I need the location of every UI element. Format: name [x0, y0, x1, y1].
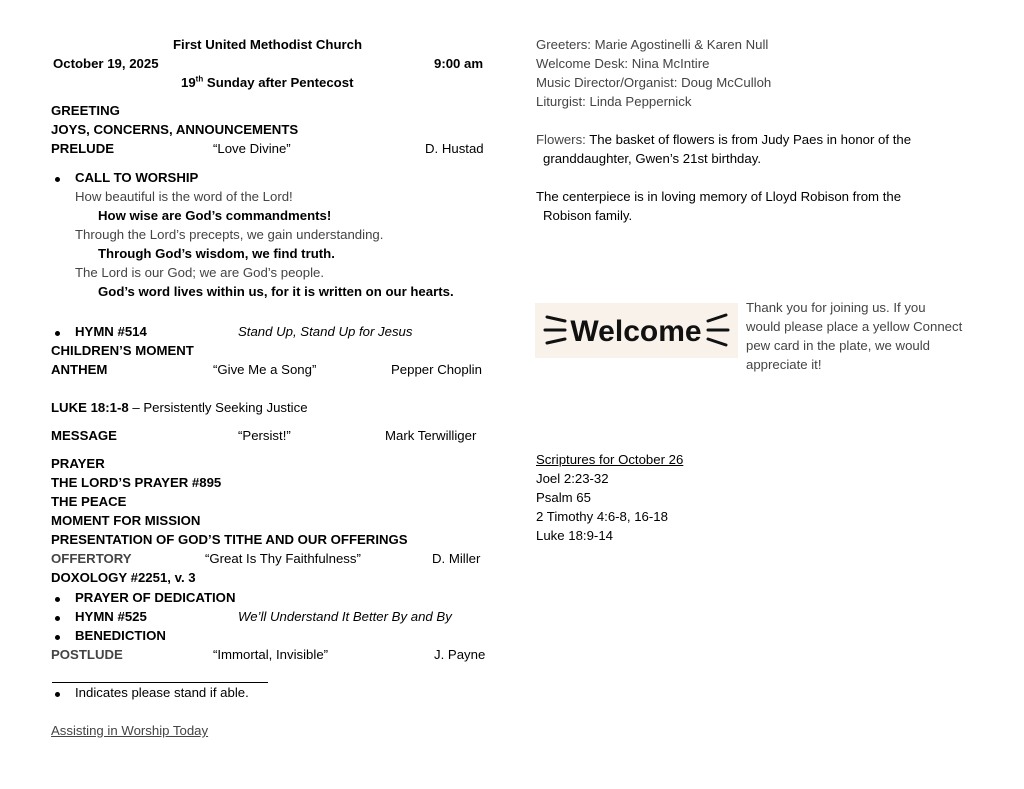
joys-concerns: JOYS, CONCERNS, ANNOUNCEMENTS [51, 122, 299, 137]
call-line-leader: The Lord is our God; we are God’s people. [75, 265, 324, 280]
flowers-note: Flowers: The basket of flowers is from Judy Paes in honor of the [536, 132, 912, 147]
liturgist: Liturgist: Linda Peppernick [536, 94, 692, 109]
service-time: 9:00 am [434, 56, 484, 71]
stand-note: Indicates please stand if able. [75, 685, 249, 700]
moment-for-mission: MOMENT FOR MISSION [51, 513, 201, 528]
anthem-label: ANTHEM [51, 362, 108, 377]
thanks-line: pew card in the plate, we would [746, 338, 931, 353]
flowers-note-cont: granddaughter, Gwen’s 21st birthday. [543, 151, 761, 166]
stand-bullet [55, 692, 60, 697]
call-line-people: How wise are God’s commandments! [98, 208, 332, 223]
doxology: DOXOLOGY #2251, v. 3 [51, 570, 196, 585]
stand-bullet [55, 597, 60, 602]
anthem-composer: Pepper Choplin [391, 362, 482, 377]
thanks-line: Thank you for joining us. If you [746, 300, 926, 315]
svg-text:Welcome: Welcome [570, 315, 702, 348]
stand-bullet [55, 331, 60, 336]
anthem-title: “Give Me a Song” [213, 362, 317, 377]
the-peace: THE PEACE [51, 494, 127, 509]
scripture-item: Psalm 65 [536, 490, 591, 505]
stand-bullet [55, 177, 60, 182]
scripture-reading: LUKE 18:1-8 – Persistently Seeking Justice [51, 400, 308, 415]
welcome-logo [535, 303, 738, 358]
welcome-desk: Welcome Desk: Nina McIntire [536, 56, 710, 71]
centerpiece-note-cont: Robison family. [543, 208, 633, 223]
offertory-composer: D. Miller [432, 551, 481, 566]
offertory-title: “Great Is Thy Faithfulness” [205, 551, 361, 566]
scripture-item: Joel 2:23-32 [536, 471, 609, 486]
scripture-item: 2 Timothy 4:6-8, 16-18 [536, 509, 668, 524]
message-title: “Persist!” [238, 428, 291, 443]
greeting: GREETING [51, 103, 120, 118]
presentation-of-offerings: PRESENTATION OF GOD’S TITHE AND OUR OFFERINGS [51, 532, 408, 547]
offertory-label: OFFERTORY [51, 551, 132, 566]
scripture-heading: Scriptures for October 26 [536, 452, 684, 467]
prayer-of-dedication: PRAYER OF DEDICATION [75, 590, 236, 605]
postlude-label: POSTLUDE [51, 647, 123, 662]
prelude-label: PRELUDE [51, 141, 115, 156]
service-date: October 19, 2025 [53, 56, 159, 71]
liturgical-day: 19th Sunday after Pentecost [181, 74, 354, 90]
greeters: Greeters: Marie Agostinelli & Karen Null [536, 37, 769, 52]
assisting-heading: Assisting in Worship Today [51, 723, 209, 738]
hymn-525-label: HYMN #525 [75, 609, 147, 624]
church-name: First United Methodist Church [173, 37, 363, 52]
scripture-item: Luke 18:9-14 [536, 528, 613, 543]
call-line-people: Through God’s wisdom, we find truth. [98, 246, 335, 261]
postlude-title: “Immortal, Invisible” [213, 647, 329, 662]
music-director: Music Director/Organist: Doug McCulloh [536, 75, 772, 90]
call-line-leader: How beautiful is the word of the Lord! [75, 189, 293, 204]
call-to-worship-label: CALL TO WORSHIP [75, 170, 199, 185]
call-line-people: God’s word lives within us, for it is written on our hearts. [98, 284, 454, 299]
hymn-514-label: HYMN #514 [75, 324, 147, 339]
benediction: BENEDICTION [75, 628, 166, 643]
prelude-composer: D. Hustad [425, 141, 484, 156]
message-speaker: Mark Terwilliger [385, 428, 477, 443]
prelude-title: “Love Divine” [213, 141, 291, 156]
childrens-moment: CHILDREN’S MOMENT [51, 343, 194, 358]
lords-prayer: THE LORD’S PRAYER #895 [51, 475, 222, 490]
divider [52, 682, 268, 683]
stand-bullet [55, 616, 60, 621]
prayer: PRAYER [51, 456, 105, 471]
stand-bullet [55, 635, 60, 640]
welcome-logo-graphic [535, 303, 738, 358]
thanks-line: appreciate it! [746, 357, 822, 372]
centerpiece-note: The centerpiece is in loving memory of Lloyd Robison from the [536, 189, 902, 204]
call-line-leader: Through the Lord’s precepts, we gain understanding. [75, 227, 384, 242]
postlude-composer: J. Payne [434, 647, 486, 662]
hymn-514-title: Stand Up, Stand Up for Jesus [238, 324, 413, 339]
hymn-525-title: We’ll Understand It Better By and By [238, 609, 452, 624]
message-label: MESSAGE [51, 428, 117, 443]
thanks-line: would please place a yellow Connect [746, 319, 963, 334]
